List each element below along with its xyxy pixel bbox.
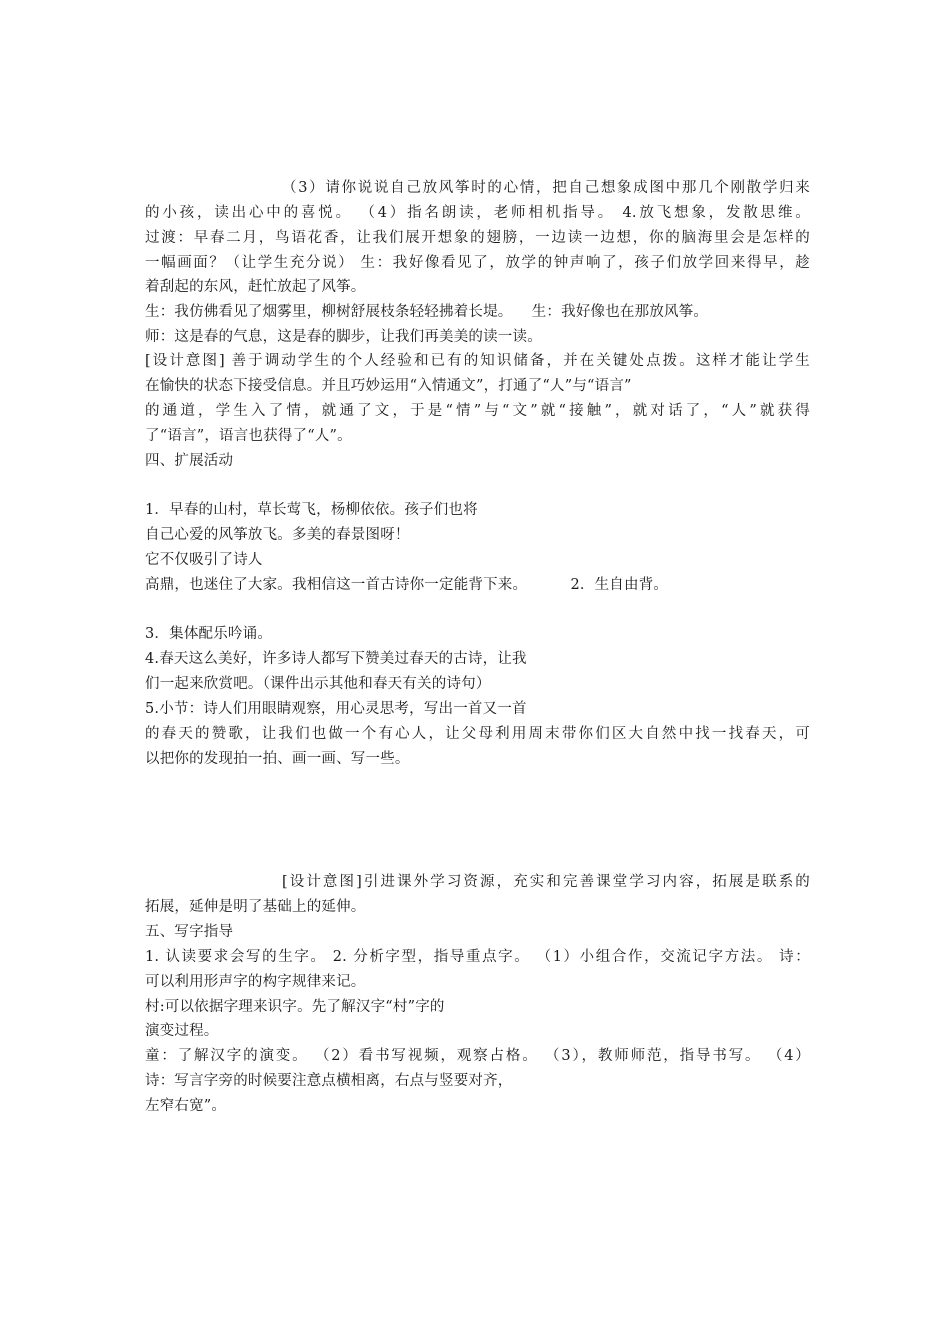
- paragraph-line: 了“语言”，语言也获得了“人”。: [145, 428, 352, 444]
- paragraph-line: 高鼎，也迷住了大家。我相信这一首古诗你一定能背下来。 2．生自由背。: [145, 577, 669, 593]
- paragraph-line: 童：了解汉字的演变。 （2）看书写视频，观察占格。 （3），教师师范，指导书写。 （4）: [145, 1048, 810, 1064]
- paragraph-line: 生：我仿佛看见了烟雾里，柳树舒展枝条轻轻拂着长堤。 生：我好像也在那放风筝。: [145, 304, 709, 320]
- paragraph-line: 5.小节：诗人们用眼睛观察，用心灵思考，写出一首又一首: [145, 701, 527, 717]
- paragraph-line: 它不仅吸引了诗人: [145, 552, 263, 568]
- paragraph-line: 的春天的赞歌，让我们也做一个有心人，让父母利用周末带你们区大自然中找一找春天，可: [145, 726, 810, 742]
- paragraph-line: 可以利用形声字的构字规律来记。: [145, 974, 366, 990]
- paragraph-line: 村:可以依据字理来识字。先了解汉字“村”字的: [145, 999, 445, 1015]
- design-intent-line: [设计意图]引进课外学习资源，充实和完善课堂学习内容，拓展是联系的: [282, 874, 810, 890]
- paragraph-line: 1．早春的山村，草长莺飞，杨柳依依。孩子们也将: [145, 502, 478, 518]
- paragraph-line: 演变过程。: [145, 1023, 219, 1039]
- paragraph-line: 1. 认读要求会写的生字。 2. 分析字型，指导重点字。 （1）小组合作，交流记字方法。 诗：: [145, 949, 810, 965]
- paragraph-line: 师：这是春的气息，这是春的脚步，让我们再美美的读一读。: [145, 329, 542, 345]
- paragraph-line: 一幅画面？（让学生充分说） 生：我好像看见了，放学的钟声响了，孩子们放学回来得早，趁: [145, 255, 810, 271]
- paragraph-line: 的通道，学生入了情，就通了文，于是“情”与“文”就“接触”，就对话了，“人”就获得: [145, 403, 810, 419]
- paragraph-line: 以把你的发现拍一拍、画一画、写一些。: [145, 751, 410, 767]
- paragraph-line: 们一起来欣赏吧。（课件出示其他和春天有关的诗句）: [145, 676, 491, 692]
- paragraph-line: 在愉快的状态下接受信息。并且巧妙运用“入情通文”，打通了“人”与“语言”: [145, 378, 632, 394]
- paragraph-line: 诗：写言字旁的时候要注意点横相离，右点与竖要对齐，: [145, 1073, 513, 1089]
- paragraph-line: 左窄右宽”。: [145, 1098, 227, 1114]
- paragraph-line: 3．集体配乐吟诵。: [145, 626, 273, 642]
- paragraph-line: 的小孩，读出心中的喜悦。 （4）指名朗读，老师相机指导。 4.放飞想象，发散思维。: [145, 205, 810, 221]
- paragraph-line: （3）请你说说自己放风筝时的心情，把自己想象成图中那几个刚散学归来: [282, 180, 810, 196]
- paragraph-line: 着刮起的东风，赶忙放起了风筝。: [145, 279, 366, 295]
- design-intent-line: [设计意图] 善于调动学生的个人经验和已有的知识储备，并在关键处点拨。这样才能让学生: [145, 353, 810, 369]
- paragraph-line: 拓展，延伸是明了基础上的延伸。: [145, 899, 366, 915]
- section-heading: 五、写字指导: [145, 924, 234, 940]
- section-heading: 四、扩展活动: [145, 453, 234, 469]
- paragraph-line: 自己心爱的风筝放飞。多美的春景图呀！: [145, 527, 410, 543]
- paragraph-line: 4.春天这么美好，许多诗人都写下赞美过春天的古诗，让我: [145, 651, 527, 667]
- paragraph-line: 过渡：早春二月，鸟语花香，让我们展开想象的翅膀，一边读一边想，你的脑海里会是怎样的: [145, 230, 810, 246]
